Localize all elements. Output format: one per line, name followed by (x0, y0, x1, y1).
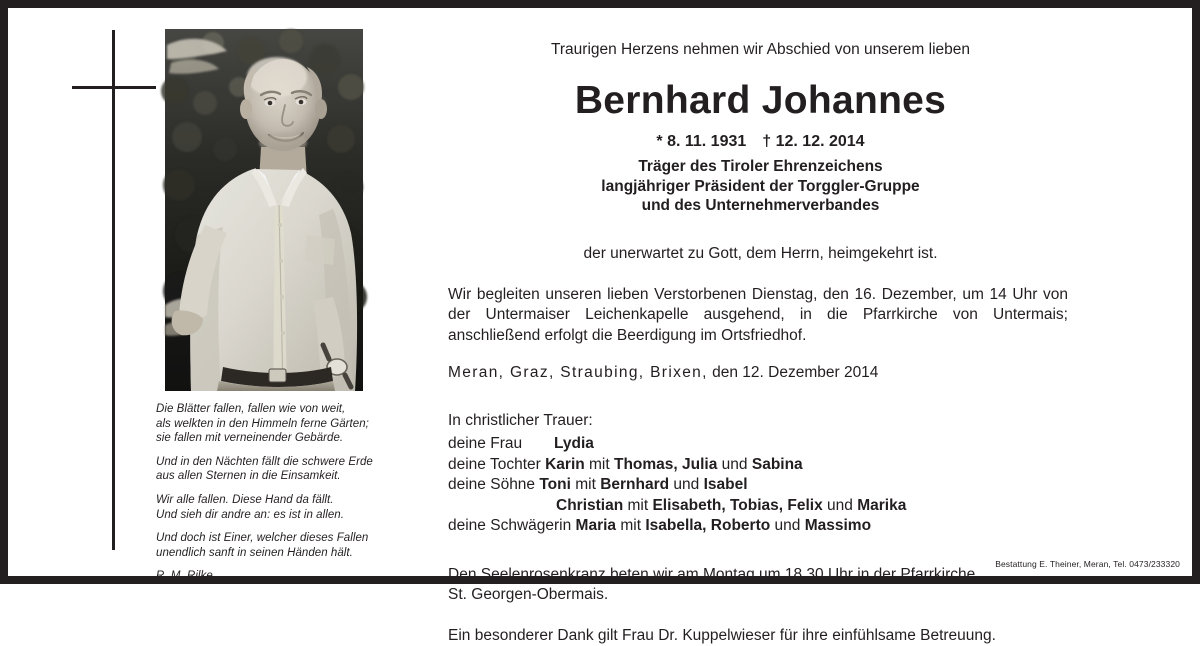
cross-horizontal-bar (72, 86, 156, 89)
funeral-home-credit: Bestattung E. Theiner, Meran, Tel. 0473/233320 (995, 559, 1180, 570)
notice-date: den 12. Dezember 2014 (708, 364, 879, 381)
passing-text: der unerwartet zu Gott, dem Herrn, heimgekehrt ist. (448, 244, 1073, 264)
poem-line: Wir alle fallen. Diese Hand da fällt. (156, 493, 406, 508)
places-and-date (448, 363, 1073, 383)
poem-author-name: R. M. Rilke (156, 569, 406, 584)
honour-line: Träger des Tiroler Ehrenzeichens (448, 157, 1073, 177)
mourner-relation: deine Tochter (448, 456, 545, 473)
mourner-names: Maria (576, 517, 617, 534)
mourner-row: deine Tochter Karin mit Thomas, Julia und Sabina (448, 455, 1073, 476)
mourner-row (448, 434, 1073, 455)
mourner-row: deine Söhne Toni mit Bernhard und Isabel (448, 475, 1073, 496)
places-list: Meran, Graz, Straubing, Brixen, (448, 364, 708, 381)
death-date: † 12. 12. 2014 (762, 133, 864, 150)
mourners-list (448, 434, 1073, 537)
mourner-names: Karin (545, 456, 585, 473)
mourner-relation: deine Schwägerin (448, 517, 576, 534)
mourner-names: Christian (556, 497, 623, 514)
poem-line: Die Blätter fallen, fallen wie von weit, (156, 402, 406, 417)
poem-line: Und doch ist Einer, welcher dieses Fallen (156, 531, 406, 546)
poem-line: aus allen Sternen in die Einsamkeit. (156, 469, 406, 484)
mourner-relation: deine Söhne (448, 476, 539, 493)
mourner-names: Isabella, Roberto (645, 517, 770, 534)
notice-main-column (448, 30, 1073, 646)
mourner-row: Christian mit Elisabeth, Tobias, Felix und Marika (448, 496, 1073, 517)
portrait-photo (165, 29, 363, 391)
mourner-names: Bernhard (600, 476, 669, 493)
honours-block (448, 157, 1073, 216)
thanks-text: Ein besonderer Dank gilt Frau Dr. Kuppelwieser für ihre einfühlsame Betreuung. (448, 626, 1073, 646)
mourner-names: Isabel (704, 476, 748, 493)
poem-block (156, 402, 406, 584)
poem-line: Und in den Nächten fällt die schwere Erde (156, 455, 406, 470)
rosary-line: St. Georgen-Obermais. (448, 585, 1073, 606)
mourners-heading: In christlicher Trauer: (448, 411, 1073, 431)
mourner-names: Thomas, Julia (614, 456, 717, 473)
mourner-names: Sabina (752, 456, 803, 473)
honour-line: langjähriger Präsident der Torggler-Gruppe (448, 177, 1073, 197)
cross-icon (72, 30, 156, 550)
mourner-row: deine Schwägerin Maria mit Isabella, Roberto und Massimo (448, 516, 1073, 537)
poem-stanza (156, 402, 406, 446)
notice-sheet (8, 8, 1192, 576)
poem-line: als welkten in den Himmeln ferne Gärten; (156, 417, 406, 432)
intro-text: Traurigen Herzens nehmen wir Abschied von unserem lieben (448, 40, 1073, 60)
poem-line: sie fallen mit verneinender Gebärde. (156, 431, 406, 446)
funeral-arrangements-text: Wir begleiten unseren lieben Verstorbenen Dienstag, den 16. Dezember, um 14 Uhr von der Untermaiser Leichenkapelle ausgehend, in die Pfarrkirche von Untermais; anschließend erfolgt die Beerdigung im Ortsfriedhof. (448, 285, 1068, 347)
poem-line: unendlich sanft in seinen Händen hält. (156, 546, 406, 561)
poem-stanza (156, 455, 406, 484)
honour-line: und des Unternehmerverbandes (448, 196, 1073, 216)
mourner-names: Elisabeth, Tobias, Felix (652, 497, 822, 514)
mourner-names: Lydia (554, 435, 594, 452)
rosary-text (448, 565, 1073, 606)
mourner-names: Toni (539, 476, 571, 493)
rosary-line: Den Seelenrosenkranz beten wir am Montag um 18.30 Uhr in der Pfarrkirche (448, 565, 1073, 586)
mourner-names: Marika (857, 497, 906, 514)
poem-author (156, 569, 406, 584)
deceased-name: Bernhard Johannes (448, 78, 1073, 124)
life-dates (448, 132, 1073, 152)
poem-line: Und sieh dir andre an: es ist in allen. (156, 508, 406, 523)
mourner-relation: deine Frau (448, 434, 554, 455)
mourner-names: Massimo (805, 517, 871, 534)
poem-stanza (156, 493, 406, 522)
poem-stanza (156, 531, 406, 560)
cross-vertical-bar (112, 30, 115, 550)
birth-date: * 8. 11. 1931 (656, 133, 746, 150)
